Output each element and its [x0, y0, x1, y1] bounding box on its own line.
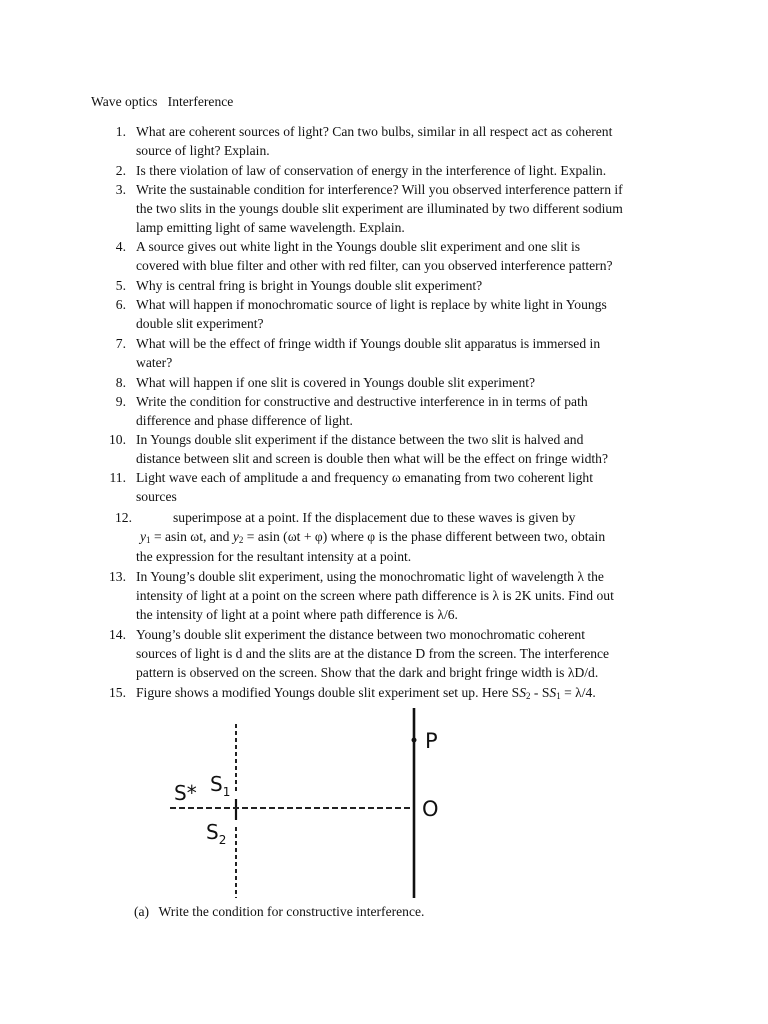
subscript: 1 [556, 691, 561, 701]
question-text: In Young’s double slit experiment, using the monochromatic light of wavelength λ the [136, 569, 604, 584]
question-text: distance between slit and screen is double then what will be the effect on fringe width? [136, 451, 608, 466]
variable-s: S [519, 685, 527, 700]
page-title: Wave optics Interference [91, 94, 234, 109]
question-number: 6. [115, 297, 126, 312]
question-number: 14. [109, 627, 126, 642]
subscript: 2 [238, 535, 244, 545]
question-number: 7. [115, 336, 126, 351]
slit-s1-letter: S [210, 772, 223, 796]
question-text: sources of light is d and the slits are at the distance D from the screen. The interference [136, 646, 610, 661]
question-number: 13. [109, 569, 126, 584]
question-text: double slit experiment? [136, 316, 264, 331]
question-text: Write the sustainable condition for interference? Will you observed interference pattern if [136, 182, 623, 197]
question-text: Young’s double slit experiment the distance between two monochromatic coherent [136, 627, 585, 642]
equation-text: = asin ωt, and [150, 529, 233, 544]
subscript: 1 [146, 535, 151, 545]
question-text: What will happen if one slit is covered in Youngs double slit experiment? [136, 375, 536, 390]
point-p-label: P [425, 729, 438, 753]
question-number: 3. [115, 182, 126, 197]
question-text: intensity of light at a point on the screen where path difference is λ is 2K units. Find out [136, 588, 614, 603]
question-number: 5. [115, 278, 126, 293]
variable-y: y [232, 529, 239, 544]
sub-question-text: Write the condition for constructive interference. [158, 904, 425, 919]
question-text: A source gives out white light in the Youngs double slit experiment and one slit is [136, 239, 581, 254]
variable-y: y [140, 529, 147, 544]
equation-line [140, 529, 605, 545]
question-number: 1. [115, 124, 126, 139]
equation-text: = asin (ωt + φ) where φ is the phase different between two, obtain [243, 529, 606, 544]
question-text: Write the condition for constructive and destructive interference in in terms of path [136, 394, 588, 409]
question-text: the expression for the resultant intensity at a point. [136, 549, 412, 564]
slit-s2-sub: 2 [218, 833, 227, 847]
question-text: source of light? Explain. [136, 143, 270, 158]
question-text: the intensity of light at a point where path difference is λ/6. [136, 607, 458, 622]
question-text: Is there violation of law of conservation of energy in the interference of light. Expalin. [136, 163, 607, 178]
question-number: 2. [115, 163, 126, 178]
question-text: difference and phase difference of light. [136, 413, 353, 428]
sub-question-marker: (a) [134, 904, 150, 919]
question-text: superimpose at a point. If the displacement due to these waves is given by [173, 510, 576, 525]
slit-s2-letter: S [206, 820, 219, 844]
question-number: 10. [109, 432, 126, 447]
text-part: - S [530, 685, 550, 700]
question-text: Light wave each of amplitude a and frequency ω emanating from two coherent light [136, 470, 593, 485]
question-number: 9. [115, 394, 126, 409]
point-o-label: O [422, 797, 439, 821]
ydse-figure [160, 702, 460, 902]
question-number: 8. [115, 375, 126, 390]
question-text: What will happen if monochromatic source of light is replace by white light in Youngs [136, 297, 607, 312]
source-label: S* [174, 781, 197, 805]
sub-question-a [134, 904, 424, 920]
subscript: 2 [526, 691, 531, 701]
point-p-marker [412, 738, 417, 743]
question-number: 11. [109, 470, 126, 485]
question-text: the two slits in the youngs double slit experiment are illuminated by two different sodium [136, 201, 623, 216]
question-text: In Youngs double slit experiment if the distance between the two slit is halved and [136, 432, 584, 447]
text-part: = λ/4. [560, 685, 596, 700]
question-number: 12. [115, 510, 132, 525]
question-text: What are coherent sources of light? Can two bulbs, similar in all respect act as coherent [136, 124, 613, 139]
question-text: covered with blue filter and other with red filter, can you observed interference pattern? [136, 258, 613, 273]
question-text: pattern is observed on the screen. Show that the dark and bright fringe width is λD/d. [136, 665, 599, 680]
question-text: What will be the effect of fringe width if Youngs double slit apparatus is immersed in [136, 336, 601, 351]
slit-s1-label [210, 772, 230, 799]
slit-s1-sub: 1 [222, 785, 231, 799]
question-text: water? [136, 355, 173, 370]
variable-s: S [549, 685, 557, 700]
question-text: sources [136, 489, 177, 504]
slit-s2-label [206, 820, 226, 847]
question-text [136, 685, 596, 701]
question-text: Why is central fring is bright in Youngs double slit experiment? [136, 278, 483, 293]
question-text: lamp emitting light of same wavelength. Explain. [136, 220, 405, 235]
text-part: Figure shows a modified Youngs double slit experiment set up. Here S [136, 685, 520, 700]
question-number: 15. [109, 685, 126, 700]
question-number: 4. [115, 239, 126, 254]
